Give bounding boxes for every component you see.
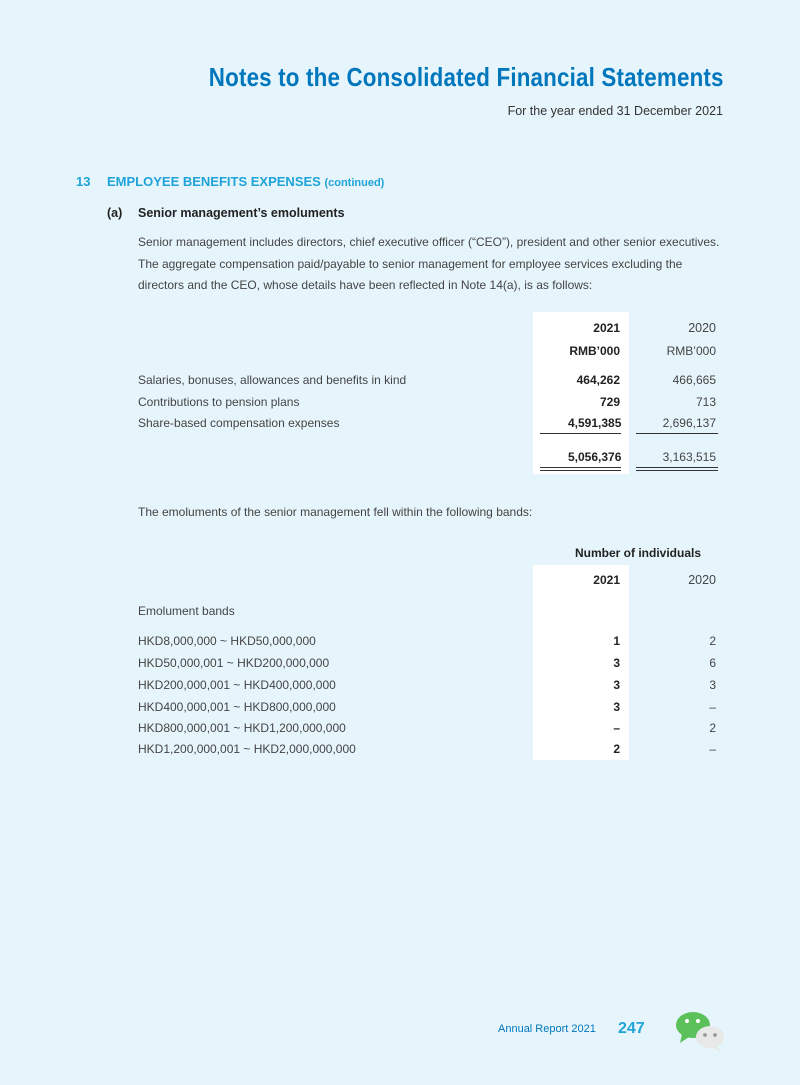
bands-intro: The emoluments of the senior management fell within the following bands: [138,505,533,519]
table-row-value-2021: 4,591,385 [568,416,622,430]
band-row-label: HKD200,000,001 ~ HKD400,000,000 [138,678,336,692]
subtotal-rule-2020 [636,433,718,434]
t2-group-header: Number of individuals [575,546,702,560]
band-row-value-2021: 3 [613,656,620,670]
table-row-label: Share-based compensation expenses [138,416,340,430]
subsection-heading [107,206,345,220]
section-continued: (continued) [324,177,385,189]
intro-paragraph: Senior management includes directors, chief executive officer (“CEO”), president and other senior executives. The aggregate compensation paid/payable to senior management for employee services excluding the directors and the CEO, whose details have been reflected in Note 14(a), is as follows: [138,235,720,292]
table-row-value-2020: 466,665 [672,373,716,387]
band-row-value-2021: 3 [613,700,620,714]
page-title: Notes to the Consolidated Financial Statements [209,62,724,92]
band-row-value-2020: – [709,700,716,714]
section-heading [76,174,384,189]
band-row-label: HKD50,000,001 ~ HKD200,000,000 [138,656,330,670]
total-value-2021: 5,056,376 [568,450,622,464]
table-row-value-2020: 2,696,137 [662,416,716,430]
band-row-label: HKD1,200,000,001 ~ HKD2,000,000,000 [138,742,356,756]
band-row-value-2021: 2 [613,742,620,756]
total-value-2020: 3,163,515 [662,450,716,464]
emolument-bands-label: Emolument bands [138,604,235,618]
band-row-value-2021: 3 [613,678,620,692]
section-title: EMPLOYEE BENEFITS EXPENSES [107,174,321,189]
band-row-label: HKD8,000,000 ~ HKD50,000,000 [138,634,316,648]
wechat-icon [674,1010,726,1054]
band-row-label: HKD800,000,001 ~ HKD1,200,000,000 [138,721,346,735]
band-row-value-2020: 3 [709,678,716,692]
page-subtitle: For the year ended 31 December 2021 [507,104,723,118]
band-row-value-2020: 2 [709,634,716,648]
t1-unit-2021: RMB’000 [569,344,620,358]
t2-header-2021: 2021 [593,573,620,587]
page-number: 247 [618,1020,645,1037]
band-row-label: HKD400,000,001 ~ HKD800,000,000 [138,700,336,714]
table-row-value-2021: 729 [599,395,620,409]
table-row-value-2021: 464,262 [576,373,620,387]
t1-unit-2020: RMB’000 [666,344,716,358]
footer-report-title: Annual Report 2021 [498,1023,596,1035]
subtotal-rule-2021 [540,433,621,434]
band-row-value-2020: 6 [709,656,716,670]
band-row-value-2020: 2 [709,721,716,735]
t2-header-2020: 2020 [688,573,716,587]
total-double-rule-2021 [540,467,621,471]
subsection-title: Senior management’s emoluments [138,206,345,220]
band-row-value-2021: – [613,721,620,735]
table-row-label: Contributions to pension plans [138,395,300,409]
subsection-letter: (a) [107,206,123,220]
band-row-value-2020: – [709,742,716,756]
t1-header-2021: 2021 [593,321,620,335]
section-number: 13 [76,174,91,189]
band-row-value-2021: 1 [613,634,620,648]
table-row-value-2020: 713 [695,395,716,409]
table-row-label: Salaries, bonuses, allowances and benefits in kind [138,373,407,387]
total-double-rule-2020 [636,467,718,471]
t1-header-2020: 2020 [688,321,716,335]
